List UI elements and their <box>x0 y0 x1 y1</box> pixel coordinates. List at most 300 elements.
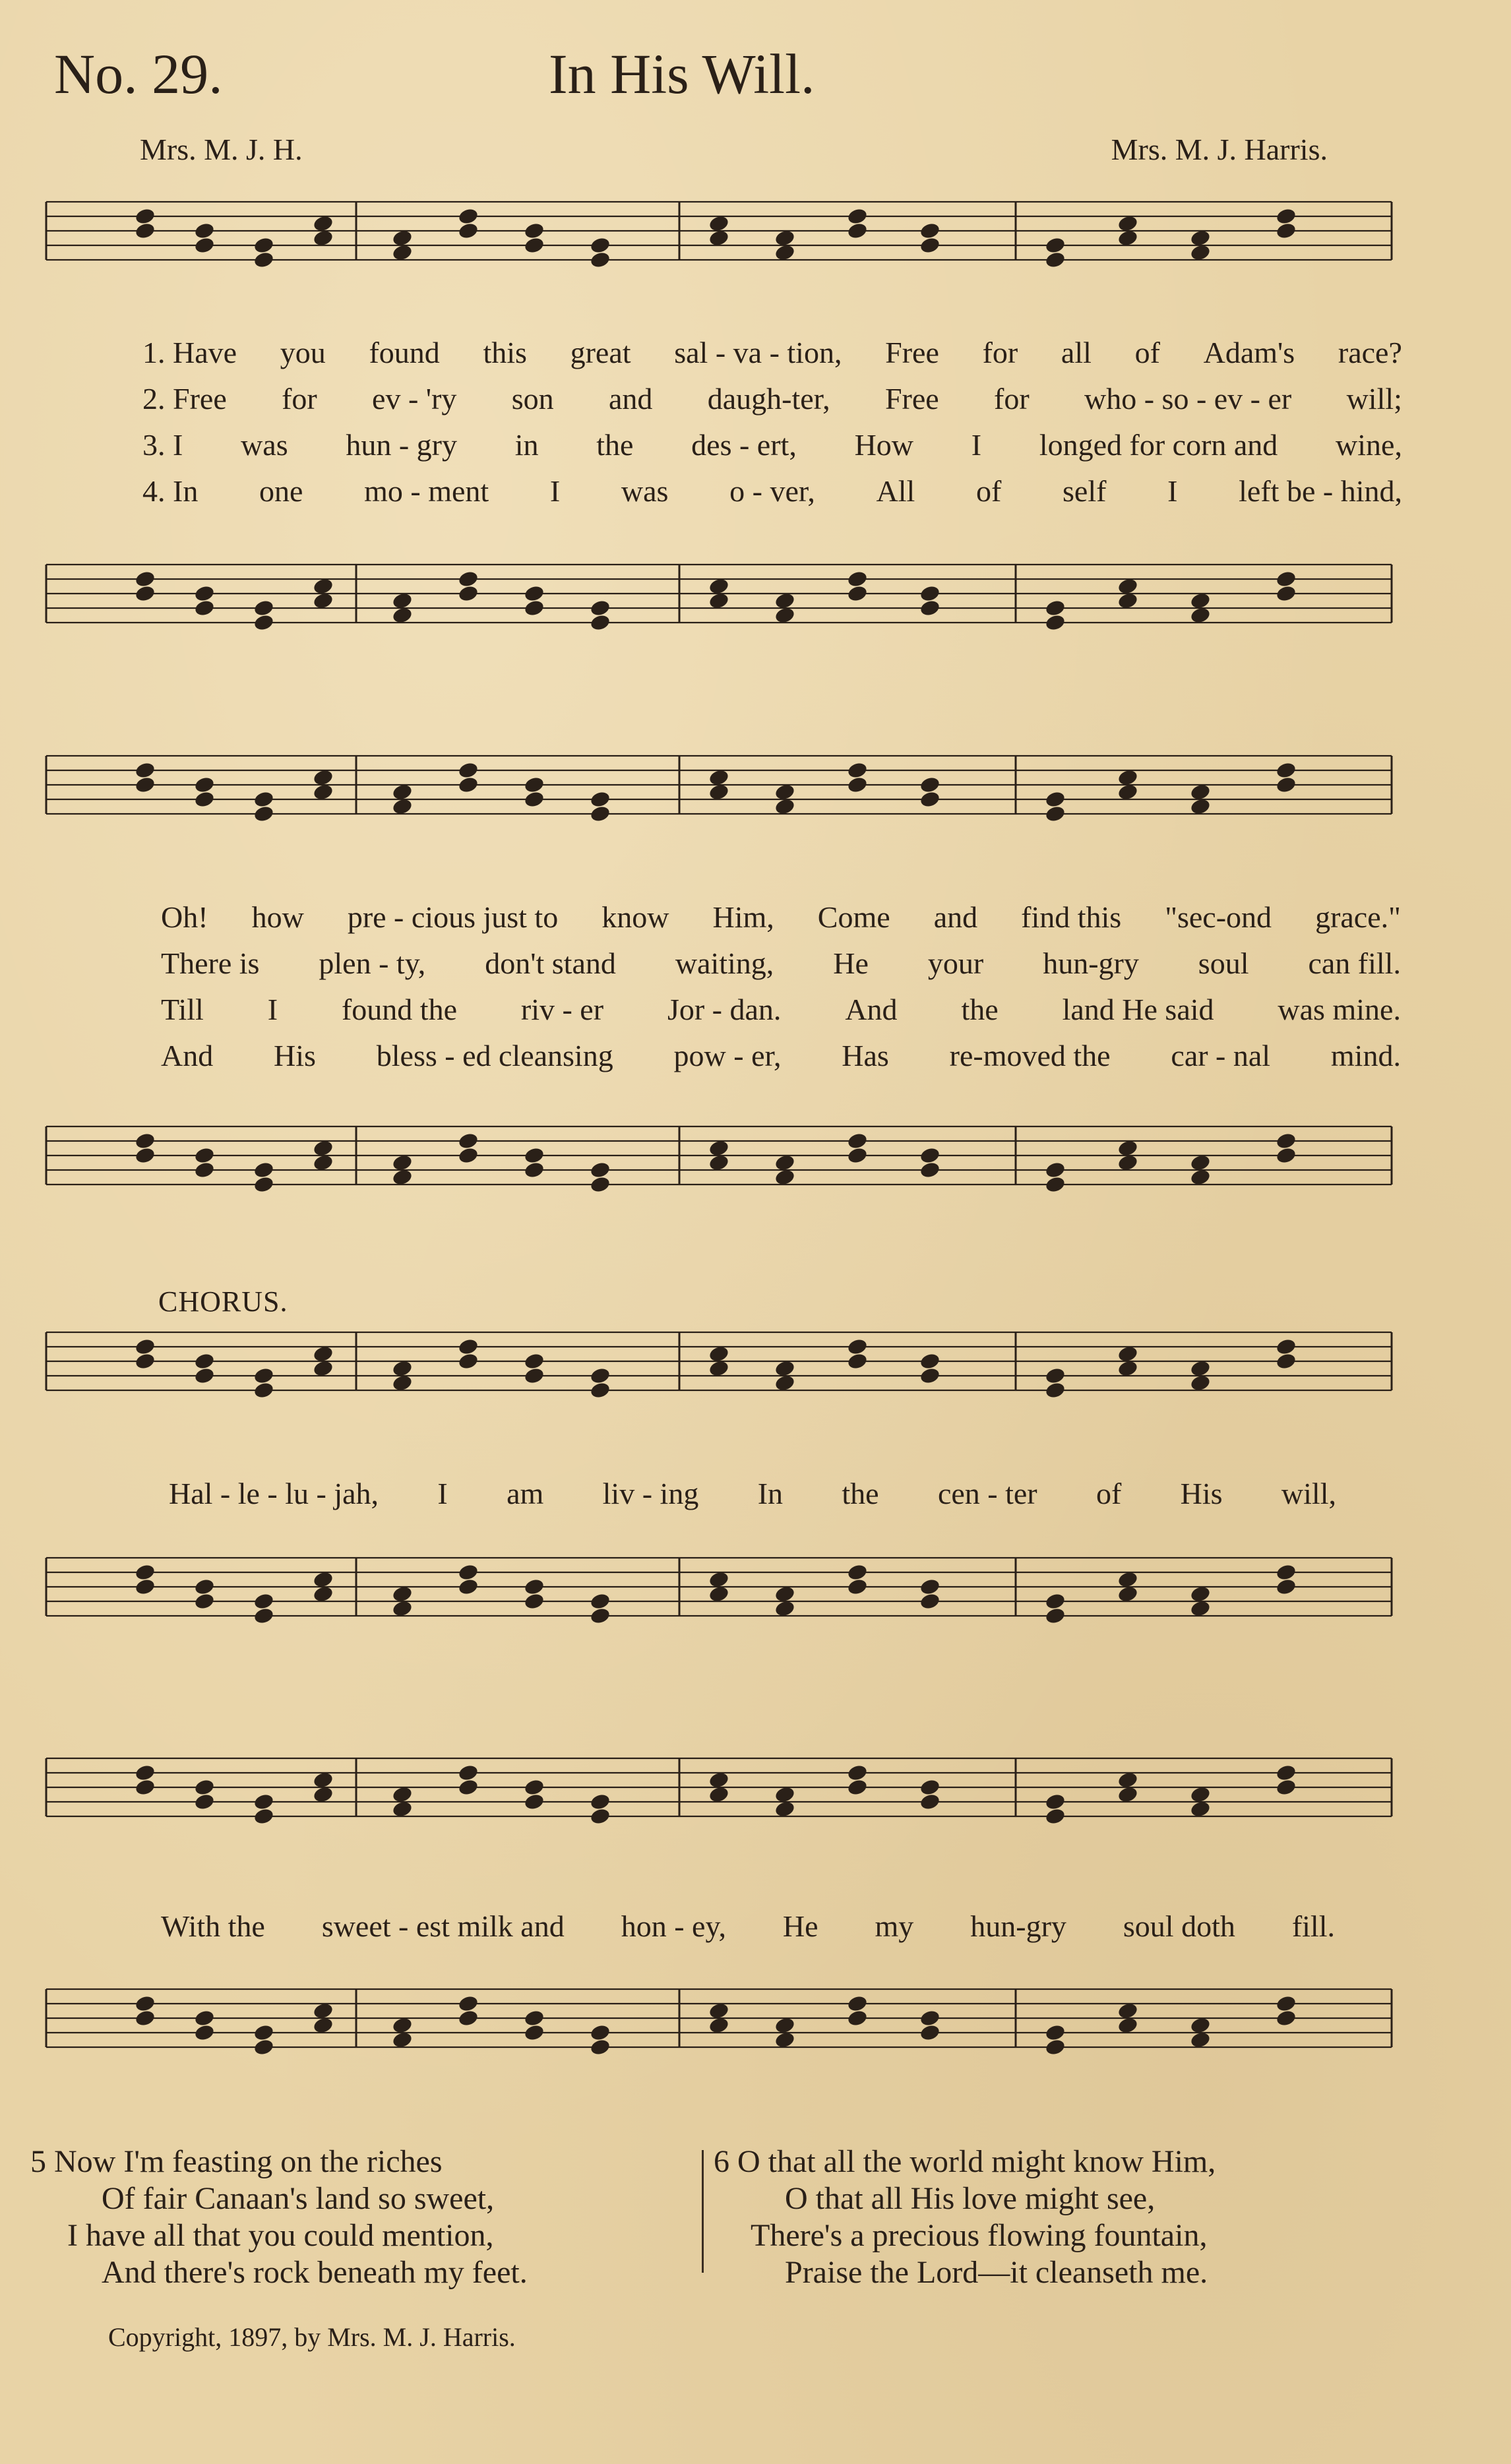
lyric-syllable: will, <box>1281 1477 1336 1510</box>
note-head <box>1275 761 1297 780</box>
lyric-syllable: des - ert, <box>691 428 797 462</box>
hymn-number: No. 29. <box>54 42 223 106</box>
lyric-syllable: waiting, <box>675 946 774 980</box>
lyric-syllable: And <box>161 1039 214 1072</box>
lyric-syllable: sweet - est milk and <box>321 1909 565 1943</box>
lyric-syllable: hon - ey, <box>621 1909 726 1943</box>
note-head <box>193 1146 215 1165</box>
note-head <box>919 1161 941 1179</box>
lyric-syllable: Till <box>161 993 204 1026</box>
stanza-6-line-3: There's a precious flowing fountain, <box>751 2218 1208 2253</box>
note-head <box>846 1352 868 1371</box>
lyric-syllable: was <box>241 428 288 462</box>
lyric-syllable: There is <box>161 946 260 980</box>
note-head <box>1275 2009 1297 2027</box>
note-head <box>1044 1381 1066 1400</box>
note-head <box>1044 236 1066 255</box>
note-head <box>523 584 545 603</box>
lyric-syllable: Oh! <box>161 900 208 934</box>
staff-treble-4 <box>0 1735 1511 1866</box>
lyric-syllable: for <box>982 336 1018 369</box>
lyric-syllable: 4. In <box>142 474 199 508</box>
note-head <box>1275 1563 1297 1582</box>
lyric-syllable: found the <box>341 993 457 1026</box>
note-head <box>919 1352 941 1371</box>
note-head <box>1044 1161 1066 1179</box>
note-head <box>253 599 274 617</box>
lyric-syllable: fill. <box>1291 1909 1335 1943</box>
lyric-syllable: grace." <box>1315 900 1401 934</box>
lyric-syllable: you <box>280 336 326 369</box>
staff-bass-2 <box>0 1095 1511 1227</box>
lyric-syllable: Free <box>884 382 939 416</box>
note-head <box>589 613 611 632</box>
note-head <box>589 1367 611 1385</box>
copyright-notice: Copyright, 1897, by Mrs. M. J. Harris. <box>108 2322 516 2352</box>
stanza-5 <box>30 2143 528 2291</box>
note-head <box>134 1146 156 1165</box>
note-head <box>846 1338 868 1356</box>
note-head <box>589 599 611 617</box>
music-credit: Mrs. M. J. Harris. <box>1111 133 1328 166</box>
lyric-syllable: self <box>1063 474 1107 508</box>
note-head <box>523 776 545 794</box>
lyric-syllable: soul <box>1198 946 1249 980</box>
lyric-syllable: car - nal <box>1171 1039 1271 1072</box>
lyric-syllable: plen - ty, <box>319 946 426 980</box>
note-head <box>846 1764 868 1782</box>
lyric-syllable: Has <box>842 1039 889 1072</box>
note-head <box>1044 1607 1066 1625</box>
lyric-syllable: my <box>875 1909 914 1943</box>
lyric-syllable: bless - ed cleansing <box>376 1039 613 1072</box>
note-head <box>589 1592 611 1611</box>
note-head <box>134 761 156 780</box>
lyric-syllable: all <box>1061 336 1092 369</box>
note-head <box>193 1793 215 1811</box>
lyric-syllable: Hal - le - lu - jah, <box>169 1477 379 1510</box>
hymn-title: In His Will. <box>549 42 815 106</box>
lyric-syllable: I <box>549 474 561 508</box>
note-head <box>134 570 156 588</box>
note-head <box>134 222 156 240</box>
note-head <box>919 1592 941 1611</box>
note-head <box>589 1381 611 1400</box>
lyric-syllable: I <box>437 1477 448 1510</box>
note-head <box>846 1146 868 1165</box>
lyric-syllable: pre - cious just to <box>347 900 559 934</box>
note-head <box>134 1338 156 1356</box>
note-head <box>134 207 156 226</box>
note-head <box>193 1778 215 1797</box>
note-head <box>1044 1793 1066 1811</box>
lyric-syllable: Come <box>817 900 890 934</box>
lyric-syllable: re-moved the <box>949 1039 1111 1072</box>
note-head <box>193 2009 215 2027</box>
lyric-syllable: riv - er <box>520 993 604 1026</box>
note-head <box>523 1146 545 1165</box>
lyric-syllable: His <box>274 1039 316 1072</box>
chorus-line-2 <box>161 1909 1335 1951</box>
note-head <box>589 1793 611 1811</box>
note-head <box>589 805 611 823</box>
note-head <box>253 1175 274 1194</box>
note-head <box>134 1994 156 2013</box>
note-head <box>253 236 274 255</box>
note-head <box>134 1764 156 1782</box>
lyric-syllable: mind. <box>1330 1039 1401 1072</box>
note-head <box>457 1764 479 1782</box>
note-head <box>523 222 545 240</box>
note-head <box>1275 1764 1297 1782</box>
lyric-syllable: know <box>601 900 669 934</box>
lyric-syllable: of <box>1134 336 1160 369</box>
note-head <box>193 1161 215 1179</box>
note-head <box>1044 1592 1066 1611</box>
note-head <box>523 2023 545 2042</box>
lyric-syllable: land He said <box>1062 993 1214 1026</box>
note-head <box>253 1161 274 1179</box>
note-head <box>1275 1994 1297 2013</box>
note-head <box>1044 599 1066 617</box>
staff-bass-4 <box>0 1965 1511 2097</box>
lyric-syllable: I <box>1167 474 1178 508</box>
staff-bass-1 <box>0 528 1511 660</box>
note-head <box>457 1352 479 1371</box>
lyric-syllable: wine, <box>1336 428 1402 462</box>
words-credit: Mrs. M. J. H. <box>140 133 303 166</box>
note-head <box>1044 2038 1066 2056</box>
note-head <box>1275 207 1297 226</box>
lyric-syllable: I <box>267 993 278 1026</box>
note-head <box>193 1367 215 1385</box>
note-head <box>253 2023 274 2042</box>
stanza-5-line-3: I have all that you could mention, <box>67 2218 494 2253</box>
note-head <box>193 1352 215 1371</box>
note-head <box>523 2009 545 2027</box>
note-head <box>919 1793 941 1811</box>
note-head <box>457 1994 479 2013</box>
note-head <box>457 207 479 226</box>
lyric-syllable: Jor - dan. <box>667 993 782 1026</box>
lyric-syllable: daugh-ter, <box>707 382 830 416</box>
staff-treble-2 <box>0 732 1511 864</box>
note-head <box>589 251 611 269</box>
note-head <box>523 1592 545 1611</box>
note-head <box>253 2038 274 2056</box>
note-head <box>523 1352 545 1371</box>
note-head <box>589 1607 611 1625</box>
note-head <box>253 1381 274 1400</box>
lyric-syllable: for <box>994 382 1030 416</box>
stanza-6-line-2: O that all His love might see, <box>785 2181 1156 2216</box>
lyric-syllable: liv - ing <box>602 1477 699 1510</box>
lyric-syllable: longed for corn and <box>1039 428 1278 462</box>
note-head <box>919 2023 941 2042</box>
lyric-syllable: of <box>1095 1477 1122 1510</box>
lyric-syllable: this <box>483 336 527 369</box>
stanza-divider <box>702 2150 704 2273</box>
lyric-syllable: Him, <box>712 900 774 934</box>
note-head <box>1275 1778 1297 1797</box>
note-head <box>919 1146 941 1165</box>
note-head <box>1275 1132 1297 1150</box>
lyric-syllable: hun - gry <box>346 428 457 462</box>
lyric-syllable: soul doth <box>1123 1909 1235 1943</box>
note-head <box>1044 790 1066 809</box>
note-head <box>457 1132 479 1150</box>
note-head <box>846 584 868 603</box>
note-head <box>589 2038 611 2056</box>
note-head <box>193 790 215 809</box>
note-head <box>134 584 156 603</box>
note-head <box>1044 2023 1066 2042</box>
music-staff-drawing <box>0 528 1511 660</box>
note-head <box>846 222 868 240</box>
note-head <box>523 599 545 617</box>
lyric-syllable: how <box>251 900 304 934</box>
music-staff-drawing <box>0 732 1511 864</box>
note-head <box>1044 1367 1066 1385</box>
note-head <box>1275 1352 1297 1371</box>
stanza-5-number: 5 <box>30 2144 46 2179</box>
lyric-syllable: one <box>259 474 303 508</box>
note-head <box>846 2009 868 2027</box>
note-head <box>1275 222 1297 240</box>
note-head <box>457 1338 479 1356</box>
lyric-syllable: In <box>757 1477 784 1510</box>
note-head <box>523 1161 545 1179</box>
note-head <box>589 1807 611 1826</box>
music-staff-drawing <box>0 1095 1511 1227</box>
stanza-5-line-1: Now I'm feasting on the riches <box>54 2144 443 2179</box>
note-head <box>134 1563 156 1582</box>
note-head <box>193 1578 215 1596</box>
note-head <box>134 1352 156 1371</box>
note-head <box>253 1367 274 1385</box>
note-head <box>193 2023 215 2042</box>
verse-1-line-a <box>142 335 1402 377</box>
note-head <box>193 1592 215 1611</box>
note-head <box>457 761 479 780</box>
note-head <box>919 599 941 617</box>
verse-4-line-a <box>142 474 1402 516</box>
lyric-syllable: left be - hind, <box>1239 474 1402 508</box>
note-head <box>1044 613 1066 632</box>
lyric-syllable: for <box>282 382 317 416</box>
note-head <box>919 1578 941 1596</box>
note-head <box>457 1778 479 1797</box>
note-head <box>919 222 941 240</box>
note-head <box>846 1578 868 1596</box>
lyric-syllable: Adam's <box>1203 336 1295 369</box>
lyric-syllable: in <box>514 428 539 462</box>
lyric-syllable: His <box>1180 1477 1223 1510</box>
lyric-syllable: I <box>971 428 982 462</box>
lyric-syllable: race? <box>1338 336 1402 369</box>
note-head <box>523 1367 545 1385</box>
music-staff-drawing <box>0 1735 1511 1866</box>
note-head <box>589 1161 611 1179</box>
lyric-syllable: the <box>961 993 999 1026</box>
note-head <box>457 1578 479 1596</box>
lyric-syllable: 2. Free <box>142 382 227 416</box>
lyric-syllable: great <box>570 336 631 369</box>
verse-2-line-b <box>161 946 1401 988</box>
staff-treble-1 <box>0 178 1511 310</box>
lyric-syllable: of <box>976 474 1002 508</box>
note-head <box>919 2009 941 2027</box>
note-head <box>846 1132 868 1150</box>
note-head <box>193 599 215 617</box>
note-head <box>193 776 215 794</box>
lyric-syllable: All <box>876 474 915 508</box>
note-head <box>457 222 479 240</box>
note-head <box>919 1367 941 1385</box>
lyric-syllable: find this <box>1021 900 1122 934</box>
note-head <box>253 790 274 809</box>
music-staff-drawing <box>0 178 1511 310</box>
lyric-syllable: Free <box>885 336 939 369</box>
note-head <box>589 1175 611 1194</box>
note-head <box>253 1592 274 1611</box>
stanza-6-line-4: Praise the Lord—it cleanseth me. <box>785 2255 1208 2290</box>
note-head <box>1275 570 1297 588</box>
note-head <box>134 1132 156 1150</box>
music-staff-drawing <box>0 1312 1511 1444</box>
note-head <box>193 584 215 603</box>
chorus-line-1 <box>169 1476 1336 1518</box>
note-head <box>589 790 611 809</box>
lyric-syllable: How <box>854 428 914 462</box>
lyric-syllable: With the <box>161 1909 265 1943</box>
note-head <box>193 222 215 240</box>
lyric-syllable: pow - er, <box>673 1039 782 1072</box>
note-head <box>253 805 274 823</box>
lyric-syllable: the <box>842 1477 879 1510</box>
stanza-6-number: 6 <box>714 2144 729 2179</box>
note-head <box>457 776 479 794</box>
music-staff-drawing <box>0 1965 1511 2097</box>
note-head <box>589 236 611 255</box>
lyric-syllable: the <box>596 428 634 462</box>
note-head <box>457 1563 479 1582</box>
lyric-syllable: don't stand <box>485 946 616 980</box>
note-head <box>134 1778 156 1797</box>
lyric-syllable: can fill. <box>1308 946 1401 980</box>
lyric-syllable: o - ver, <box>729 474 815 508</box>
note-head <box>1044 1175 1066 1194</box>
lyric-syllable: who - so - ev - er <box>1084 382 1292 416</box>
verse-2-line-a <box>142 381 1402 423</box>
note-head <box>523 790 545 809</box>
note-head <box>1275 584 1297 603</box>
note-head <box>1275 1578 1297 1596</box>
note-head <box>134 2009 156 2027</box>
note-head <box>846 776 868 794</box>
note-head <box>1044 805 1066 823</box>
lyric-syllable: cen - ter <box>937 1477 1037 1510</box>
note-head <box>253 1607 274 1625</box>
note-head <box>846 1994 868 2013</box>
note-head <box>846 1563 868 1582</box>
lyric-syllable: ev - 'ry <box>372 382 457 416</box>
note-head <box>919 776 941 794</box>
note-head <box>134 776 156 794</box>
note-head <box>1044 1807 1066 1826</box>
note-head <box>523 1793 545 1811</box>
note-head <box>457 1146 479 1165</box>
lyric-syllable: "sec-ond <box>1165 900 1272 934</box>
lyric-syllable: your <box>927 946 984 980</box>
music-staff-drawing <box>0 1537 1511 1669</box>
note-head <box>253 251 274 269</box>
note-head <box>457 2009 479 2027</box>
note-head <box>134 1578 156 1596</box>
note-head <box>919 1778 941 1797</box>
lyric-syllable: am <box>507 1477 544 1510</box>
note-head <box>523 236 545 255</box>
note-head <box>523 1578 545 1596</box>
note-head <box>919 790 941 809</box>
note-head <box>1275 1146 1297 1165</box>
chorus-label: CHORUS. <box>158 1285 288 1318</box>
note-head <box>846 207 868 226</box>
note-head <box>253 1807 274 1826</box>
lyric-syllable: and <box>933 900 978 934</box>
lyric-syllable: mo - ment <box>364 474 489 508</box>
lyric-syllable: was <box>621 474 669 508</box>
verse-3-line-b <box>161 992 1401 1034</box>
note-head <box>846 1778 868 1797</box>
note-head <box>457 570 479 588</box>
note-head <box>846 761 868 780</box>
lyric-syllable: was mine. <box>1278 993 1401 1026</box>
note-head <box>457 584 479 603</box>
lyric-syllable: 1. Have <box>142 336 237 369</box>
note-head <box>919 236 941 255</box>
stanza-5-line-2: Of fair Canaan's land so sweet, <box>102 2181 495 2216</box>
verse-1-line-b <box>161 900 1401 942</box>
verse-3-line-a <box>142 427 1402 470</box>
note-head <box>193 236 215 255</box>
staff-treble-3 <box>0 1312 1511 1444</box>
note-head <box>846 570 868 588</box>
note-head <box>1275 1338 1297 1356</box>
lyric-syllable: found <box>369 336 440 369</box>
lyric-syllable: son <box>511 382 554 416</box>
note-head <box>1275 776 1297 794</box>
lyric-syllable: sal - va - tion, <box>674 336 842 369</box>
lyric-syllable: hun-gry <box>1043 946 1139 980</box>
staff-bass-3 <box>0 1537 1511 1669</box>
stanza-5-line-4: And there's rock beneath my feet. <box>102 2255 528 2290</box>
note-head <box>919 584 941 603</box>
lyric-syllable: And <box>845 993 898 1026</box>
lyric-syllable: will; <box>1346 382 1402 416</box>
note-head <box>253 1793 274 1811</box>
stanza-6-line-1: O that all the world might know Him, <box>737 2144 1216 2179</box>
note-head <box>1044 251 1066 269</box>
lyric-syllable: 3. I <box>142 428 183 462</box>
note-head <box>253 613 274 632</box>
note-head <box>523 1778 545 1797</box>
lyric-syllable: and <box>608 382 653 416</box>
stanza-6 <box>714 2143 1216 2291</box>
lyric-syllable: He <box>833 946 869 980</box>
lyric-syllable: He <box>782 1909 818 1943</box>
verse-4-line-b <box>161 1038 1401 1080</box>
